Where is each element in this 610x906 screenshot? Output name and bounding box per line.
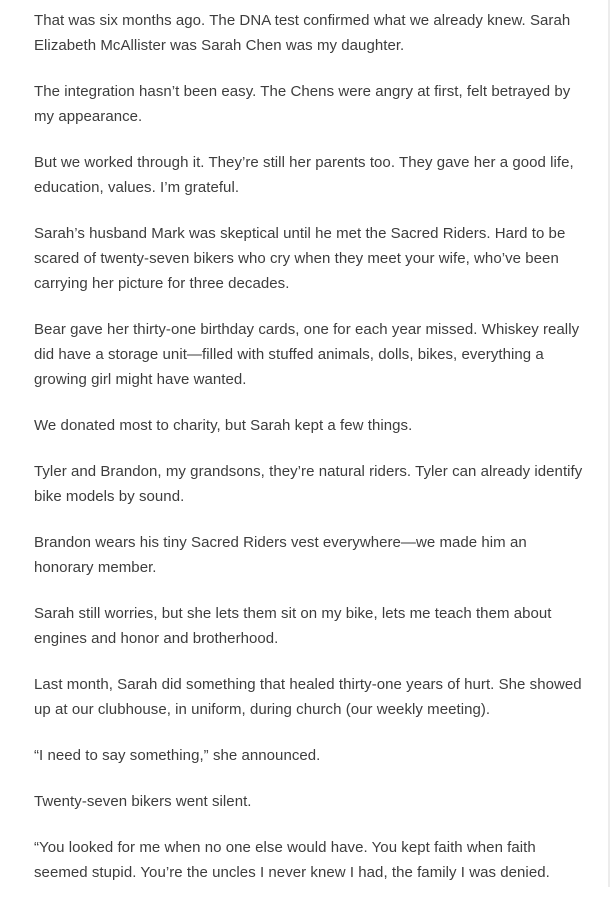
- article-body: [34, 8, 590, 906]
- paragraph-5: Bear gave her thirty-one birthday cards, one for each year missed. Whiskey really did have a storage unit—filled with stuffed animals, dolls, bikes, everything a growing girl might have wanted.: [34, 321, 580, 388]
- paragraph-13: “You looked for me when no one else would have. You kept faith when faith seemed stupid. You’re the uncles I never knew I had, the family I was denied.: [34, 839, 550, 881]
- paragraph-1: That was six months ago. The DNA test confirmed what we already knew. Sarah Elizabeth McAllister was Sarah Chen was my daughter.: [34, 12, 571, 54]
- paragraph-12: Twenty-seven bikers went silent.: [34, 793, 252, 810]
- paragraph-11: “I need to say something,” she announced.: [34, 747, 321, 764]
- paragraph-3: But we worked through it. They’re still her parents too. They gave her a good life, education, values. I’m grateful.: [34, 154, 574, 196]
- paragraph-7: Tyler and Brandon, my grandsons, they’re natural riders. Tyler can already identify bike models by sound.: [34, 463, 583, 505]
- paragraph-9: Sarah still worries, but she lets them sit on my bike, lets me teach them about engines and honor and brotherhood.: [34, 605, 552, 647]
- paragraph-10: Last month, Sarah did something that healed thirty-one years of hurt. She showed up at our clubhouse, in uniform, during church (our weekly meeting).: [34, 676, 582, 718]
- paragraph-4: Sarah’s husband Mark was skeptical until he met the Sacred Riders. Hard to be scared of twenty-seven bikers who cry when they meet your wife, who’ve been carrying her picture for three decades.: [34, 225, 566, 292]
- paragraph-2: The integration hasn’t been easy. The Chens were angry at first, felt betrayed by my appearance.: [34, 83, 571, 125]
- paragraph-8: Brandon wears his tiny Sacred Riders vest everywhere—we made him an honorary member.: [34, 534, 527, 576]
- paragraph-6: We donated most to charity, but Sarah kept a few things.: [34, 417, 413, 434]
